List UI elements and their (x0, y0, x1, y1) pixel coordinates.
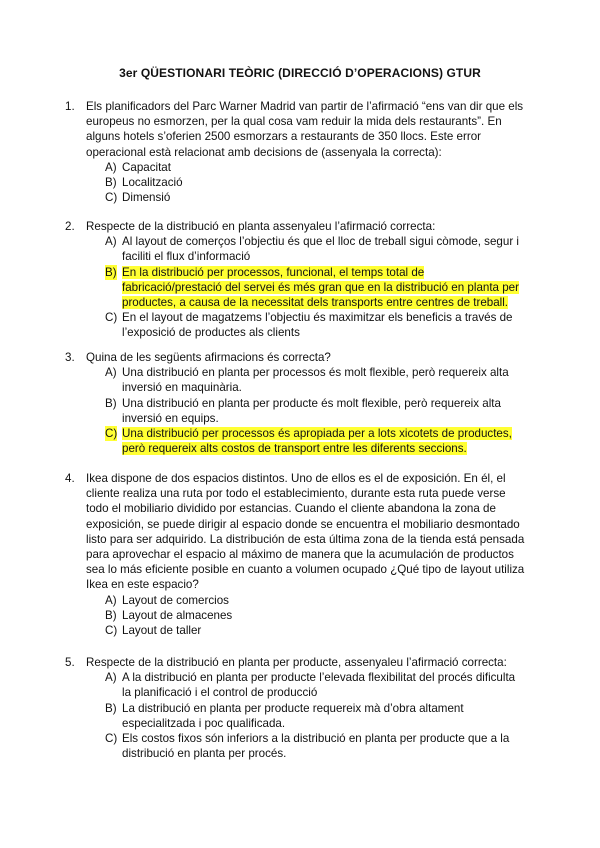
options-list (105, 365, 526, 456)
option-text: A la distribució en planta per producte l’elevada flexibilitat del procés dificulta la planificació i el control de producció (122, 671, 516, 700)
option-letter: B) (105, 396, 117, 410)
option-c[interactable] (105, 190, 526, 205)
option-a[interactable] (105, 670, 526, 700)
option-text: Layout de comercios (122, 593, 229, 607)
option-text: Una distribució per processos és apropiada per a lots xicotets de productes, però requereix alts costos de transport entre les diferents seccions. (122, 427, 512, 456)
page-title: 3er QÜESTIONARI TEÒRIC (DIRECCIÓ D’OPERACIONS) GTUR (119, 66, 481, 80)
option-a[interactable] (105, 160, 526, 175)
option-b-highlighted[interactable] (105, 265, 526, 311)
option-letter: A) (105, 235, 117, 249)
option-letter: C) (105, 191, 118, 205)
option-a[interactable] (105, 365, 526, 395)
option-c[interactable] (105, 310, 526, 340)
question-number: 5. (65, 656, 75, 669)
option-letter: A) (105, 366, 117, 380)
option-text: Una distribució en planta per producte és molt flexible, però requereix alta inversió en equips. (122, 396, 501, 425)
option-a[interactable] (105, 593, 526, 608)
question-text: Respecte de la distribució en planta assenyaleu l’afirmació correcta: (86, 220, 436, 233)
options-list (105, 160, 526, 206)
option-letter: B) (105, 265, 117, 279)
option-c[interactable] (105, 623, 526, 638)
option-text: En el layout de magatzems l’objectiu és maximitzar els beneficis a través de l’exposició de productes als clients (122, 311, 513, 340)
option-text: Localització (122, 176, 183, 190)
question-number: 2. (65, 220, 75, 233)
option-b[interactable] (105, 608, 526, 623)
option-letter: C) (105, 311, 118, 325)
question-number: 1. (65, 100, 75, 113)
question-number: 4. (65, 472, 75, 485)
options-list (105, 234, 526, 340)
option-letter: C) (105, 624, 118, 638)
option-letter: C) (105, 427, 118, 441)
option-b[interactable] (105, 175, 526, 190)
option-text: Layout de taller (122, 624, 202, 638)
option-letter: B) (105, 608, 117, 622)
option-letter: A) (105, 593, 117, 607)
question-1 (65, 99, 526, 205)
option-letter: B) (105, 176, 117, 190)
option-text: Dimensió (122, 191, 171, 205)
question-number: 3. (65, 351, 75, 364)
option-b[interactable] (105, 396, 526, 426)
option-letter: A) (105, 160, 117, 174)
question-text: Ikea dispone de dos espacios distintos. Uno de ellos es el de exposición. En él, el cliente realiza una ruta por todo el establecimiento, durante esta ruta puede verse todo el mobiliario dividido por estancias. Cuando el cliente abandona la zona de exposición, se puede dirigir al espacio donde se encuentra el mobiliario desmontado listo para ser adquirido. La distribución de esta última zona de la tienda está pensada para aprovechar el espacio al máximo de manera que la acumulación de productos sea lo más eficiente posible en cuanto a volumen ocupado ¿Qué tipo de layout utiliza Ikea en este espacio? (86, 472, 525, 592)
option-text: Una distribució en planta per processos és molt flexible, però requereix alta inversió en maquinària. (122, 366, 509, 395)
question-text: Els planificadors del Parc Warner Madrid van partir de l’afirmació “ens van dir que els europeus no esmorzen, per la qual cosa vam reduir la mida dels restaurants”. En alguns hotels s’oferien 2500 esmorzars a restaurants de 350 llocs. Este error operacional està relacionat amb decisions de (assenyala la correcta): (86, 100, 524, 159)
option-letter: C) (105, 732, 118, 746)
question-4 (65, 471, 526, 638)
option-letter: B) (105, 701, 117, 715)
question-3 (65, 350, 526, 456)
option-b[interactable] (105, 701, 526, 731)
option-a[interactable] (105, 234, 526, 264)
option-text: Els costos fixos són inferiors a la distribució en planta per producte que a la distribució en planta per procés. (122, 732, 510, 761)
option-text: En la distribució per processos, funcional, el temps total de fabricació/prestació del servei és més gran que en la distribució en planta per productes, a causa de la necessitat dels transports entre centres de treball. (122, 265, 519, 310)
question-2 (65, 219, 526, 341)
question-text: Quina de les següents afirmacions és correcta? (86, 351, 331, 364)
options-list (105, 593, 526, 639)
option-c-highlighted[interactable] (105, 426, 526, 456)
option-text: Al layout de comerços l’objectiu és que el lloc de treball sigui còmode, segur i faciliti el flux d’informació (122, 235, 519, 264)
question-5 (65, 655, 526, 761)
question-text: Respecte de la distribució en planta per producte, assenyaleu l’afirmació correcta: (86, 656, 507, 669)
options-list (105, 670, 526, 761)
option-c[interactable] (105, 731, 526, 761)
option-text: La distribució en planta per producte requereix mà d’obra altament especialitzada i poc qualificada. (122, 701, 464, 730)
option-letter: A) (105, 671, 117, 685)
option-text: Capacitat (122, 160, 171, 174)
option-text: Layout de almacenes (122, 608, 233, 622)
